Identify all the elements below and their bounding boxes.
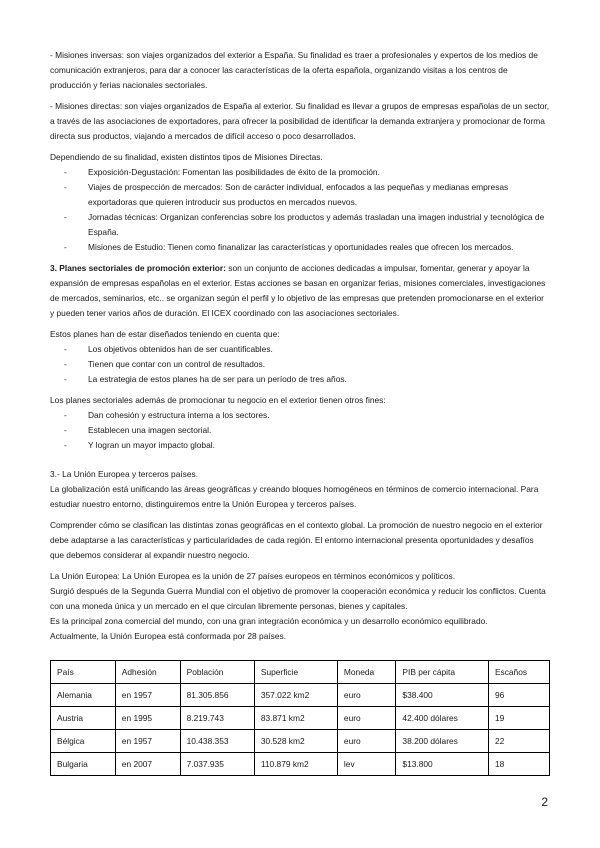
list-item: - Viajes de prospección de mercados: Son de carácter individual, enfocados a las pequeñas y medianas empresas exportadoras que quieren introducir sus productos en mercados nuevos.: [64, 182, 509, 207]
paragraph-misiones-inversas: - Misiones inversas: son viajes organizados del exterior a España. Su finalidad es traer a profesionales y expertos de los medios de comunicación extranjeros, para dar a conocer las características de la oferta española, organizando visitas a los centros de producción y ferias nacionales sectoriales.: [50, 50, 538, 90]
list-item: - Jornadas técnicas: Organizan conferencias sobre los productos y además trasladan una imagen industrial y tecnológica de España.: [64, 212, 545, 237]
list-item: - La estrategia de estos planes ha de ser para un período de tres años.: [64, 374, 347, 384]
countries-table: [50, 660, 550, 776]
document-page: [50, 48, 550, 650]
table-header-row: [51, 661, 550, 684]
paragraph-planes-sectoriales: 3. Planes sectoriales de promoción exterior: son un conjunto de acciones dedicadas a impulsar, fomentar, generar y apoyar la expansión de empresas españolas en el exterior. Estas acciones se basan en organizar ferias, misiones comerciales, investigaciones de mercados, seminarios, etc.. se organizan según el perfil y lo objetivo de las empresas que pretenden promocionarse en el exterior y pueden tener varios años de duración. El ICEX coordinado con las asociaciones sectoriales.: [50, 263, 546, 318]
column-header-pib: PIB per cápita: [396, 661, 489, 684]
table-cell: en 1995: [115, 707, 180, 730]
list-item: - Los objetivos obtenidos han de ser cuantificables.: [64, 344, 273, 354]
table-cell: 19: [488, 707, 549, 730]
table-cell: $13.800: [396, 753, 489, 776]
table-cell: $38.400: [396, 684, 489, 707]
paragraph-globalizacion: La globalización está unificando las áreas geográficas y creando bloques homogéneos en términos de comercio internacional. Para estudiar nuestro entorno, distinguiremos entre la Unión Europea y terceros países.: [50, 484, 539, 509]
table-cell: euro: [337, 707, 396, 730]
paragraph-union-europea: La Unión Europea: La Unión Europea es la unión de 27 países europeos en términos económicos y políticos. Surgió después de la Segunda Guerra Mundial con el objetivo de promover la cooperación económica y reducir los conflictos. Cuenta con una moneda única y un mercado en el que circulan libremente personas, bienes y capitales. Es la principal zona comercial del mundo, con una gran integración económica y un desarrollo económico equilibrado. Actualmente, la Unión Europea está conformada por 28 países.: [50, 571, 546, 641]
section-heading-ue: 3.- La Unión Europea y terceros países.: [50, 469, 199, 479]
table-row: [51, 707, 550, 730]
table-cell: 22: [488, 730, 549, 753]
paragraph-tipos-misiones: Dependiendo de su finalidad, existen distintos tipos de Misiones Directas.: [50, 152, 323, 162]
page-number: 2: [541, 795, 548, 809]
column-header-poblacion: Población: [180, 661, 254, 684]
table-cell: 83.871 km2: [254, 707, 337, 730]
table-cell: 357.022 km2: [254, 684, 337, 707]
list-item: - Establecen una imagen sectorial.: [64, 425, 212, 435]
paragraph-planes-disenados: Estos planes han de estar diseñados teniendo en cuenta que:: [50, 329, 280, 339]
column-header-adhesion: Adhesión: [115, 661, 180, 684]
list-planes-requisitos: [50, 342, 550, 387]
list-item: - Misiones de Estudio: Tienen como finanalizar las características y oportunidades reales que ofrecen los mercados.: [64, 242, 514, 252]
table-cell: en 2007: [115, 753, 180, 776]
column-header-pais: País: [51, 661, 116, 684]
table-row: [51, 684, 550, 707]
column-header-superficie: Superficie: [254, 661, 337, 684]
list-otros-fines: [50, 408, 550, 453]
list-item: - Dan cohesión y estructura interna a los sectores.: [64, 410, 270, 420]
list-item: - Tienen que contar con un control de resultados.: [64, 359, 266, 369]
table-cell: Bélgica: [51, 730, 116, 753]
table-cell: Austria: [51, 707, 116, 730]
table-row: [51, 730, 550, 753]
table-cell: 42.400 dólares: [396, 707, 489, 730]
table-cell: 81.305.856: [180, 684, 254, 707]
table-cell: 8.219.743: [180, 707, 254, 730]
list-item: - Y logran un mayor impacto global.: [64, 440, 215, 450]
paragraph-zonas-geograficas: Comprender cómo se clasifican las distintas zonas geográficas en el contexto global. La promoción de nuestro negocio en el exterior debe adaptarse a las características y particularidades de cada región. El entorno internacional presenta oportunidades y desafíos que debemos considerar al expandir nuestro negocio.: [50, 520, 543, 560]
table-cell: euro: [337, 730, 396, 753]
table-cell: en 1957: [115, 730, 180, 753]
table-cell: 18: [488, 753, 549, 776]
table-cell: 96: [488, 684, 549, 707]
table-cell: Alemania: [51, 684, 116, 707]
column-header-escanos: Escaños: [488, 661, 549, 684]
list-item: - Exposición-Degustación: Fomentan las posibilidades de éxito de la promoción.: [64, 167, 380, 177]
table-cell: euro: [337, 684, 396, 707]
paragraph-otros-fines: Los planes sectoriales además de promocionar tu negocio en el exterior tienen otros fines:: [50, 395, 386, 405]
list-tipos-misiones: [50, 165, 550, 255]
table-cell: 30.528 km2: [254, 730, 337, 753]
table-cell: 110.879 km2: [254, 753, 337, 776]
table-cell: 10.438.353: [180, 730, 254, 753]
table-row: [51, 753, 550, 776]
table-cell: 38.200 dólares: [396, 730, 489, 753]
table-cell: en 1957: [115, 684, 180, 707]
paragraph-misiones-directas: - Misiones directas: son viajes organizados de España al exterior. Su finalidad es llevar a grupos de empresas españolas de un sector, a través de las asociaciones de exportadores, para ofrecer la posibilidad de identificar la demanda extranjera y promocionar de forma directa sus productos, viajando a mercados de difícil acceso o poco desarrollados.: [50, 101, 550, 141]
table-cell: lev: [337, 753, 396, 776]
column-header-moneda: Moneda: [337, 661, 396, 684]
table-cell: Bulgaria: [51, 753, 116, 776]
table-cell: 7.037.935: [180, 753, 254, 776]
